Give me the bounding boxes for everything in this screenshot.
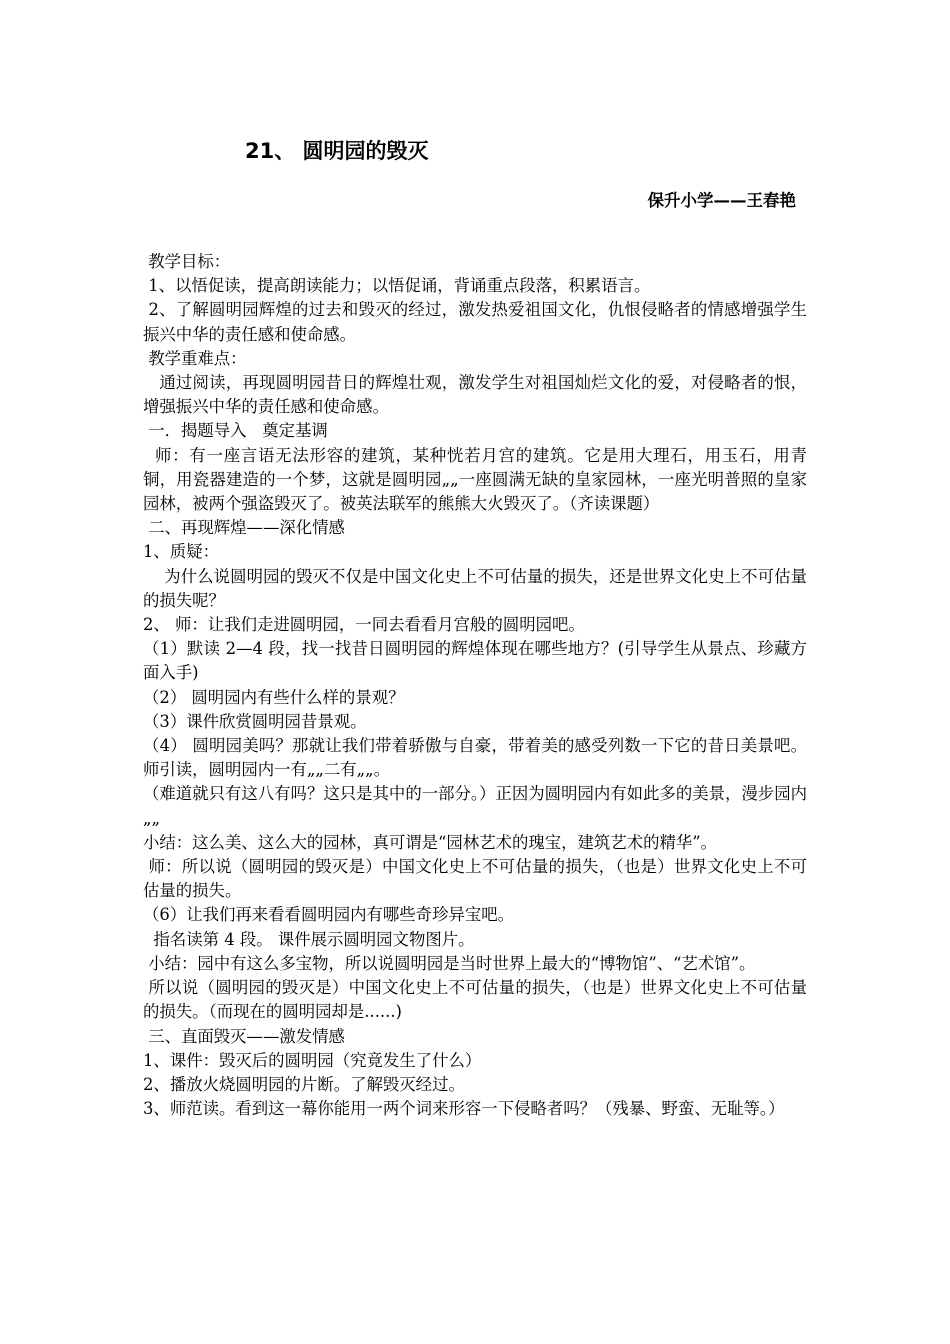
paragraph: 3、师范读。看到这一幕你能用一两个词来形容一下侵略者吗？（残暴、野蛮、无耻等。）	[143, 1099, 785, 1119]
paragraph: 教学重难点：	[143, 348, 247, 368]
paragraph: （1）默读 2—4 段，找一找昔日圆明园的辉煌体现在哪些地方？(引导学生从景点、珍藏方面入手)	[143, 639, 807, 683]
paragraph: 1、课件：毁灭后的圆明园（究竟发生了什么）	[143, 1050, 482, 1070]
paragraph: 所以说（圆明园的毁灭是）中国文化史上不可估量的损失，（也是）世界文化史上不可估量的损失。（而现在的圆明园却是......)	[143, 978, 807, 1022]
paragraph: 教学目标：	[143, 252, 231, 271]
document-title: 21、 圆明园的毁灭	[245, 139, 429, 163]
paragraph: 通过阅读，再现圆明园昔日的辉煌壮观，激发学生对祖国灿烂文化的爱，对侵略者的恨，增强振兴中华的责任感和使命感。	[143, 373, 808, 417]
paragraph: 为什么说圆明园的毁灭不仅是中国文化史上不可估量的损失，还是世界文化史上不可估量的损失呢？	[143, 566, 807, 610]
paragraph: （难道就只有这八有吗？这只是其中的一部分。）正因为圆明园内有如此多的美景，漫步园内„„	[143, 784, 807, 828]
paragraph: 小结：这么美、这么大的园林，真可谓是“园林艺术的瑰宝，建筑艺术的精华”。	[143, 832, 718, 852]
paragraph: 2、 师：让我们走进圆明园，一同去看看月宫般的圆明园吧。	[143, 615, 585, 635]
paragraph: 二、再现辉煌——深化情感	[143, 518, 345, 538]
document-body	[143, 250, 807, 1121]
paragraph: 小结：园中有这么多宝物，所以说圆明园是当时世界上最大的“博物馆”、“艺术馆”。	[143, 953, 756, 973]
paragraph: 一．揭题导入 奠定基调	[143, 421, 328, 441]
paragraph: 三、直面毁灭——激发情感	[143, 1026, 345, 1046]
paragraph: 师：所以说（圆明园的毁灭是）中国文化史上不可估量的损失，（也是）世界文化史上不可估量的损失。	[143, 857, 807, 901]
paragraph: 1、质疑：	[143, 542, 219, 562]
paragraph: （3）课件欣赏圆明园昔景观。	[143, 711, 367, 731]
paragraph: （6）让我们再来看看圆明园内有哪些奇珍异宝吧。	[143, 905, 515, 925]
paragraph: 师：有一座言语无法形容的建筑，某种恍若月宫的建筑。它是用大理石，用玉石，用青铜，用瓷器建造的一个梦，这就是圆明园„„一座圆满无缺的皇家园林，一座光明普照的皇家园林，被两个强盗毁灭了。被英法联军的熊熊大火毁灭了。（齐读课题）	[143, 445, 807, 514]
paragraph: 指名读第 4 段。 课件展示圆明园文物图片。	[143, 929, 475, 949]
paragraph: （2） 圆明园内有些什么样的景观？	[143, 687, 405, 707]
document-author: 保升小学——王春艳	[647, 191, 796, 210]
paragraph: 1、以悟促读，提高朗读能力；以悟促诵，背诵重点段落，积累语言。	[143, 276, 651, 296]
paragraph: 2、了解圆明园辉煌的过去和毁灭的经过，激发热爱祖国文化，仇恨侵略者的情感增强学生振兴中华的责任感和使命感。	[143, 300, 807, 344]
paragraph: （4） 圆明园美吗？那就让我们带着骄傲与自豪，带着美的感受列数一下它的昔日美景吧。师引读，圆明园内一有„„二有„„。	[143, 736, 807, 780]
paragraph: 2、播放火烧圆明园的片断。了解毁灭经过。	[143, 1074, 465, 1094]
